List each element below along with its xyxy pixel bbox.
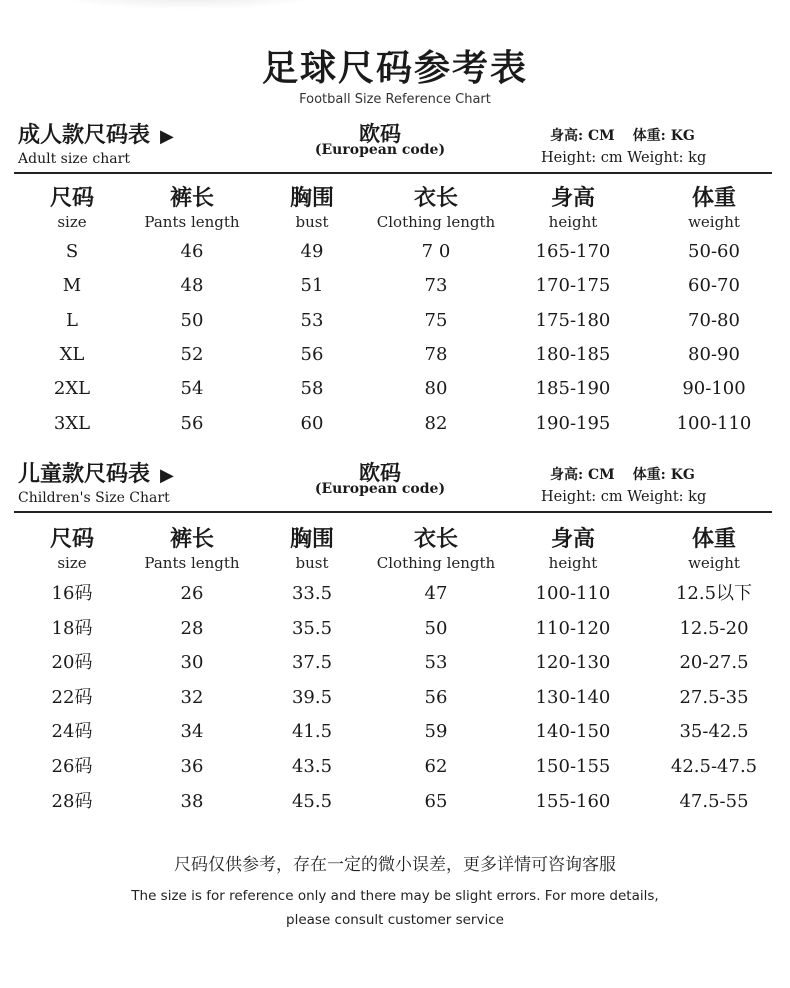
children-cell-r2-c5: 20-27.5 (679, 652, 749, 674)
children-header-2-cn: 胸围 (289, 526, 334, 552)
adult-cell-r1-c1: 48 (180, 275, 204, 297)
play-arrow-icon: ▶ (160, 465, 174, 486)
children-header-1-cn: 裤长 (169, 526, 214, 552)
children-cell-r2-c0: 20码 (51, 652, 93, 674)
children-cell-r4-c4: 140-150 (535, 721, 611, 743)
adult-cell-r4-c5: 90-100 (682, 378, 746, 400)
note-en-line2: please consult customer service (286, 912, 504, 928)
children-cell-r0-c5: 12.5以下 (675, 583, 753, 604)
children-cell-r6-c0: 28码 (51, 790, 93, 812)
children-cell-r5-c5: 42.5-47.5 (670, 756, 758, 777)
adult-cell-r2-c5: 70-80 (688, 309, 740, 331)
adult-header-2-cn: 胸围 (289, 185, 334, 211)
children-header-0-en: size (57, 554, 87, 572)
adult-cell-r5-c0: 3XL (53, 412, 91, 434)
adult-section-title (18, 118, 174, 149)
children-cell-r4-c2: 41.5 (291, 721, 333, 743)
adult-cell-r0-c3: 7 0 (421, 241, 451, 262)
children-cell-r4-c0: 24码 (51, 721, 93, 743)
children-cell-r3-c0: 22码 (51, 686, 93, 708)
adult-cell-r2-c2: 53 (300, 309, 324, 331)
children-header-0-cn: 尺码 (49, 526, 94, 552)
adult-header-0-en: size (57, 213, 87, 231)
adult-unit-en: Height: cm Weight: kg (541, 150, 707, 166)
children-cell-r4-c1: 34 (180, 721, 204, 743)
children-header-4-en: height (548, 554, 598, 572)
adult-cell-r3-c4: 180-185 (535, 343, 611, 365)
children-cell-r6-c2: 45.5 (291, 790, 333, 812)
children-cell-r4-c5: 35-42.5 (679, 721, 749, 743)
adult-header-1-en: Pants length (144, 213, 240, 231)
adult-cell-r5-c5: 100-110 (676, 412, 752, 434)
children-unit-cn (550, 464, 695, 484)
children-cell-r0-c1: 26 (180, 583, 204, 604)
adult-cell-r5-c4: 190-195 (535, 412, 611, 434)
children-cell-r6-c1: 38 (180, 790, 204, 812)
adult-cell-r0-c2: 49 (300, 241, 324, 262)
adult-cell-r4-c1: 54 (180, 378, 204, 400)
children-cell-r0-c3: 47 (424, 583, 448, 604)
children-cell-r2-c1: 30 (180, 652, 204, 674)
adult-cell-r2-c4: 175-180 (535, 309, 611, 331)
children-cell-r6-c3: 65 (424, 790, 448, 812)
children-cell-r5-c3: 62 (424, 756, 448, 777)
adult-header-2-en: bust (295, 213, 329, 231)
children-cell-r4-c3: 59 (424, 721, 448, 743)
children-cell-r3-c1: 32 (180, 686, 204, 708)
children-title-en: Children's Size Chart (18, 490, 170, 506)
children-unit-weight: 体重: KG (632, 467, 695, 483)
children-cell-r5-c4: 150-155 (535, 756, 611, 777)
children-eu-label-en: (European code) (314, 481, 446, 497)
children-cell-r0-c0: 16码 (51, 583, 93, 604)
adult-cell-r3-c3: 78 (424, 343, 448, 365)
adult-cell-r3-c5: 80-90 (688, 343, 740, 365)
adult-cell-r5-c1: 56 (180, 412, 204, 434)
adult-cell-r3-c2: 56 (300, 343, 324, 365)
adult-title-en: Adult size chart (18, 151, 130, 167)
children-cell-r2-c2: 37.5 (291, 652, 333, 674)
adult-cell-r3-c0: XL (59, 343, 85, 365)
children-cell-r1-c0: 18码 (51, 617, 93, 639)
adult-cell-r5-c2: 60 (300, 412, 324, 434)
adult-header-3-en: Clothing length (376, 213, 496, 231)
children-header-4-cn: 身高 (550, 526, 595, 552)
adult-cell-r0-c1: 46 (180, 241, 204, 262)
adult-cell-r2-c3: 75 (424, 309, 448, 331)
adult-unit-cn (550, 125, 695, 145)
adult-unit-height: 身高: CM (550, 128, 615, 144)
children-header-1-en: Pants length (144, 554, 240, 572)
children-cell-r1-c5: 12.5-20 (679, 617, 749, 639)
adult-cell-r1-c0: M (62, 275, 82, 297)
note-en (0, 884, 790, 932)
adult-cell-r0-c5: 50-60 (688, 241, 740, 262)
children-cell-r5-c0: 26码 (51, 756, 93, 777)
adult-header-3-cn: 衣长 (413, 185, 458, 211)
decorative-shadow (40, 0, 340, 10)
children-cell-r2-c3: 53 (424, 652, 448, 674)
children-cell-r2-c4: 120-130 (535, 652, 611, 674)
children-header-3-cn: 衣长 (413, 526, 458, 552)
children-cell-r0-c4: 100-110 (535, 583, 611, 604)
children-cell-r6-c5: 47.5-55 (679, 790, 749, 812)
children-header-3-en: Clothing length (376, 554, 496, 572)
children-unit-height: 身高: CM (550, 467, 615, 483)
children-cell-r0-c2: 33.5 (291, 583, 333, 604)
adult-divider (14, 172, 772, 174)
note-en-line1: The size is for reference only and there may be slight errors. For more details, (131, 888, 659, 904)
adult-header-0-cn: 尺码 (49, 185, 94, 211)
play-arrow-icon: ▶ (160, 126, 174, 147)
children-cell-r3-c4: 130-140 (535, 686, 611, 708)
page-title: 足球尺码参考表 (261, 47, 528, 89)
note-cn: 尺码仅供参考，存在一定的微小误差，更多详情可咨询客服 (174, 855, 616, 875)
adult-eu-label: 欧码 (359, 121, 401, 146)
children-cell-r1-c2: 35.5 (291, 617, 333, 639)
adult-header-5-en: weight (688, 213, 740, 231)
adult-header-4-cn: 身高 (550, 185, 595, 211)
adult-cell-r4-c3: 80 (424, 378, 448, 400)
children-cell-r5-c1: 36 (180, 756, 204, 777)
adult-cell-r2-c1: 50 (180, 309, 204, 331)
children-header-2-en: bust (295, 554, 329, 572)
adult-cell-r4-c0: 2XL (53, 378, 91, 400)
adult-cell-r2-c0: L (66, 309, 78, 331)
children-header-5-cn: 体重 (691, 526, 736, 552)
children-cell-r3-c2: 39.5 (291, 686, 333, 708)
adult-cell-r1-c4: 170-175 (535, 275, 611, 297)
adult-header-5-cn: 体重 (691, 185, 736, 211)
children-cell-r5-c2: 43.5 (291, 756, 333, 777)
adult-header-4-en: height (548, 213, 598, 231)
adult-eu-label-en: (European code) (314, 142, 446, 158)
adult-cell-r1-c2: 51 (300, 275, 324, 297)
adult-header-1-cn: 裤长 (169, 185, 214, 211)
children-section-title (18, 457, 174, 488)
adult-cell-r0-c0: S (65, 241, 79, 262)
children-cell-r1-c4: 110-120 (535, 617, 611, 639)
adult-cell-r4-c2: 58 (300, 378, 324, 400)
children-header-5-en: weight (688, 554, 740, 572)
children-cell-r3-c5: 27.5-35 (679, 686, 749, 708)
children-cell-r1-c1: 28 (180, 617, 204, 639)
children-eu-label: 欧码 (359, 460, 401, 485)
children-cell-r3-c3: 56 (424, 686, 448, 708)
children-title-cn: 儿童款尺码表 (18, 461, 151, 487)
adult-cell-r1-c3: 73 (424, 275, 448, 297)
adult-unit-weight: 体重: KG (632, 128, 695, 144)
adult-cell-r0-c4: 165-170 (535, 241, 611, 262)
adult-cell-r1-c5: 60-70 (688, 275, 740, 297)
children-unit-en: Height: cm Weight: kg (541, 489, 707, 505)
children-divider (14, 511, 772, 513)
adult-title-cn: 成人款尺码表 (18, 122, 151, 148)
adult-cell-r3-c1: 52 (180, 343, 204, 365)
children-cell-r6-c4: 155-160 (535, 790, 611, 812)
children-cell-r1-c3: 50 (424, 617, 448, 639)
adult-cell-r4-c4: 185-190 (535, 378, 611, 400)
page-subtitle: Football Size Reference Chart (299, 92, 491, 107)
adult-cell-r5-c3: 82 (424, 412, 448, 434)
